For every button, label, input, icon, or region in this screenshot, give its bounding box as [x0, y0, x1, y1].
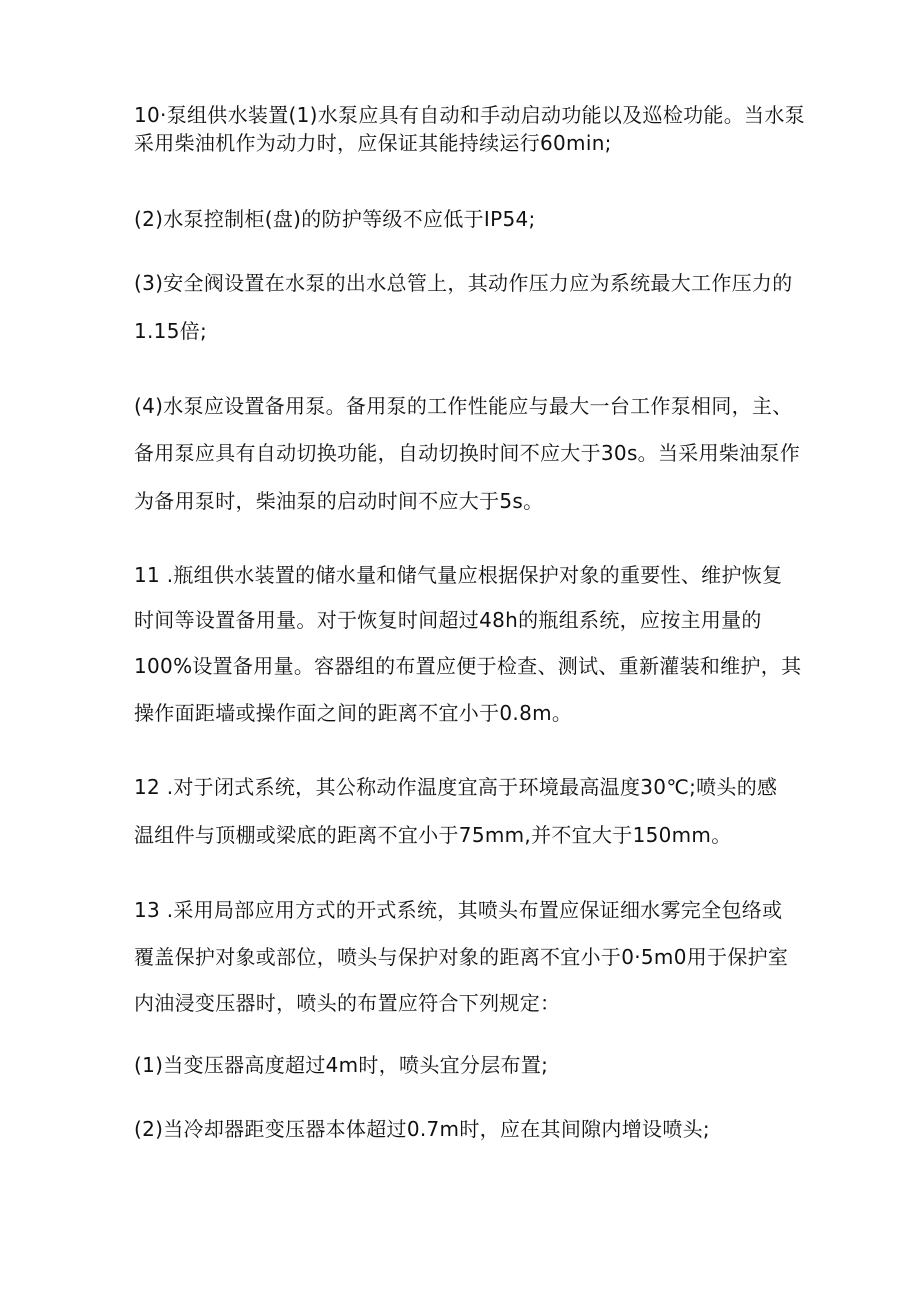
- paragraph-10-4-line-2: 备用泵应具有自动切换功能，自动切换时间不应大于30s。当采用柴油泵作: [134, 441, 801, 465]
- paragraph-11-line-4: 操作面距墙或操作面之间的距离不宜小于0.8m。: [134, 701, 573, 725]
- paragraph-10-2-line-1: (2)水泵控制柜(盘)的防护等级不应低于IP54;: [134, 207, 536, 231]
- paragraph-10-3-line-2: 1.15倍;: [134, 319, 208, 343]
- paragraph-11-line-3: 100%设置备用量。容器组的布置应便于检查、测试、重新灌装和维护，其: [134, 654, 802, 678]
- paragraph-11-line-1: 11 .瓶组供水装置的储水量和储气量应根据保护对象的重要性、维护恢复: [134, 563, 783, 587]
- paragraph-13-line-1: 13 .采用局部应用方式的开式系统，其喷头布置应保证细水雾完全包络或: [134, 898, 783, 922]
- paragraph-13-line-3: 内油浸变压器时，喷头的布置应符合下列规定：: [134, 991, 561, 1015]
- paragraph-10-line-1: 10·泵组供水装置(1)水泵应具有自动和手动启动功能以及巡检功能。当水泵: [134, 103, 805, 127]
- paragraph-10-4-line-3: 为备用泵时，柴油泵的启动时间不应大于5s。: [134, 489, 544, 513]
- paragraph-10-3-line-1: (3)安全阀设置在水泵的出水总管上，其动作压力应为系统最大工作压力的: [134, 271, 793, 295]
- paragraph-11-line-2: 时间等设置备用量。对于恢复时间超过48h的瓶组系统，应按主用量的: [134, 608, 762, 632]
- paragraph-10-4-line-1: (4)水泵应设置备用泵。备用泵的工作性能应与最大一台工作泵相同，主、: [134, 394, 793, 418]
- paragraph-13-2-line-1: (2)当冷却器距变压器本体超过0.7m时，应在其间隙内增设喷头;: [134, 1117, 710, 1141]
- paragraph-12-line-1: 12 .对于闭式系统，其公称动作温度宜高于环境最高温度30℃;喷头的感: [134, 775, 778, 799]
- paragraph-13-line-2: 覆盖保护对象或部位，喷头与保护对象的距离不宜小于0·5m0用于保护室: [134, 945, 789, 969]
- paragraph-12-line-2: 温组件与顶棚或梁底的距离不宜小于75mm,并不宜大于150mm。: [134, 823, 732, 847]
- paragraph-13-1-line-1: (1)当变压器高度超过4m时，喷头宜分层布置;: [134, 1053, 549, 1077]
- paragraph-10-line-2: 采用柴油机作为动力时，应保证其能持续运行60min;: [134, 131, 612, 155]
